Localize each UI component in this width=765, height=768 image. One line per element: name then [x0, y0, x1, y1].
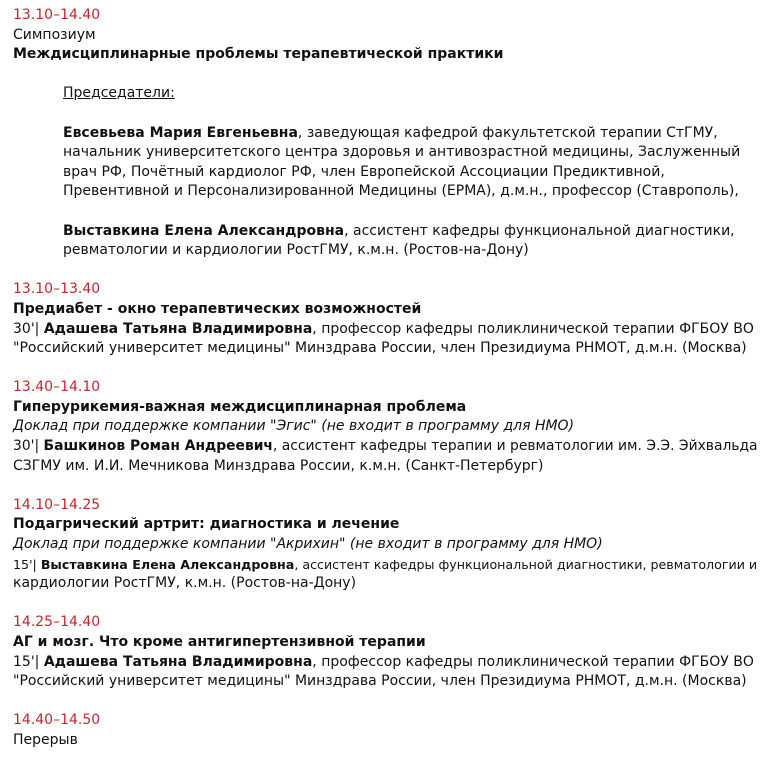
speaker-affiliation-cont: СЗГМУ им. И.И. Мечникова Минздрава России, к.м.н. (Санкт-Петербург): [13, 457, 544, 474]
talk-time: 13.40–14.10: [13, 379, 101, 396]
talk-title: Предиабет - окно терапевтических возможностей: [13, 300, 422, 317]
speaker-name: Выставкина Елена Александровна: [40, 556, 295, 572]
program-page: [13, 6, 758, 751]
talk-sponsor-note: Доклад при поддержке компании "Эгис" (не входит в программу для НМО): [13, 418, 575, 435]
speaker-name: Башкинов Роман Андреевич: [43, 438, 273, 455]
talk-item: [13, 496, 758, 594]
talk-item: [13, 613, 758, 691]
talk-title: АГ и мозг. Что кроме антигипертензивной терапии: [13, 634, 426, 650]
talk-item: [13, 280, 758, 358]
speaker-affiliation-cont: "Российский университет медицины" Минздрава России, член Президиума РНМОТ, д.м.н. (Москва): [13, 340, 747, 357]
talk-speaker-line: [13, 555, 758, 575]
symposium-time: 13.10–14.40: [13, 7, 101, 23]
talk-speaker-line: [13, 320, 758, 340]
break-item: [13, 711, 758, 750]
symposium-title: Междисциплинарные проблемы терапевтической практики: [13, 46, 504, 63]
talk-sponsor-note: Доклад при поддержке компании "Акрихин" (не входит в программу для НМО): [13, 536, 603, 553]
talk-time: 14.25–14.40: [13, 614, 101, 631]
talk-speaker-line: [13, 653, 758, 673]
chairs-heading: Председатели:: [63, 85, 175, 102]
talk-duration: 30'|: [13, 320, 40, 337]
speaker-affiliation: , ассистент кафедры терапии и ревматологии им. Э.Э. Эйхвальда: [272, 438, 758, 455]
chair-description: , заведующая кафедрой факультетской терапии СтГМУ, начальник университетского центра здоровья и антивозрастной медицины, Заслуженный врач РФ, Почётный кардиолог РФ, член Европейской Ассоциации Предиктивной, Превентивной и Персонализированной Медицины (ЕРМА), д.м.н., профессор (Ставрополь),: [63, 124, 741, 200]
speaker-affiliation: , ассистент кафедры функциональной диагностики, ревматологии и: [294, 556, 758, 572]
speaker-affiliation-cont: "Российский университет медицины" Минздрава России, член Президиума РНМОТ, д.м.н. (Москва): [13, 673, 747, 690]
talk-duration: 15'|: [13, 556, 37, 572]
symposium-type: Симпозиум: [13, 26, 96, 43]
speaker-name: Адашева Татьяна Владимировна: [43, 653, 313, 670]
chairs-section: [13, 84, 758, 260]
chair-entry: [63, 222, 753, 261]
speaker-affiliation: , профессор кафедры поликлинической терапии ФГБОУ ВО: [312, 320, 754, 337]
talk-speaker-line: [13, 437, 758, 457]
talk-item: [13, 378, 758, 476]
talk-title: Гиперурикемия-важная междисциплинарная проблема: [13, 398, 467, 415]
talk-duration: 30'|: [13, 438, 40, 455]
speaker-name: Адашева Татьяна Владимировна: [43, 320, 313, 337]
talk-time: 14.10–14.25: [13, 496, 101, 513]
talk-duration: 15'|: [13, 653, 40, 670]
talk-time: 13.10–13.40: [13, 281, 101, 298]
talk-title: Подагрический артрит: диагностика и лечение: [13, 516, 400, 533]
break-time: 14.40–14.50: [13, 712, 101, 729]
symposium-block: [13, 6, 758, 261]
chair-name: Выставкина Елена Александровна: [63, 222, 345, 239]
chair-description: , ассистент кафедры функциональной диагностики, ревматологии и кардиологии РостГМУ, к.м.н. (Ростов-на-Дону): [63, 222, 735, 259]
speaker-affiliation-cont: кардиологии РостГМУ, к.м.н. (Ростов-на-Дону): [13, 575, 357, 592]
chair-entry: [63, 124, 753, 202]
speaker-affiliation: , профессор кафедры поликлинической терапии ФГБОУ ВО: [312, 653, 754, 670]
chair-name: Евсевьева Мария Евгеньевна: [63, 124, 298, 141]
break-label: Перерыв: [13, 731, 78, 748]
